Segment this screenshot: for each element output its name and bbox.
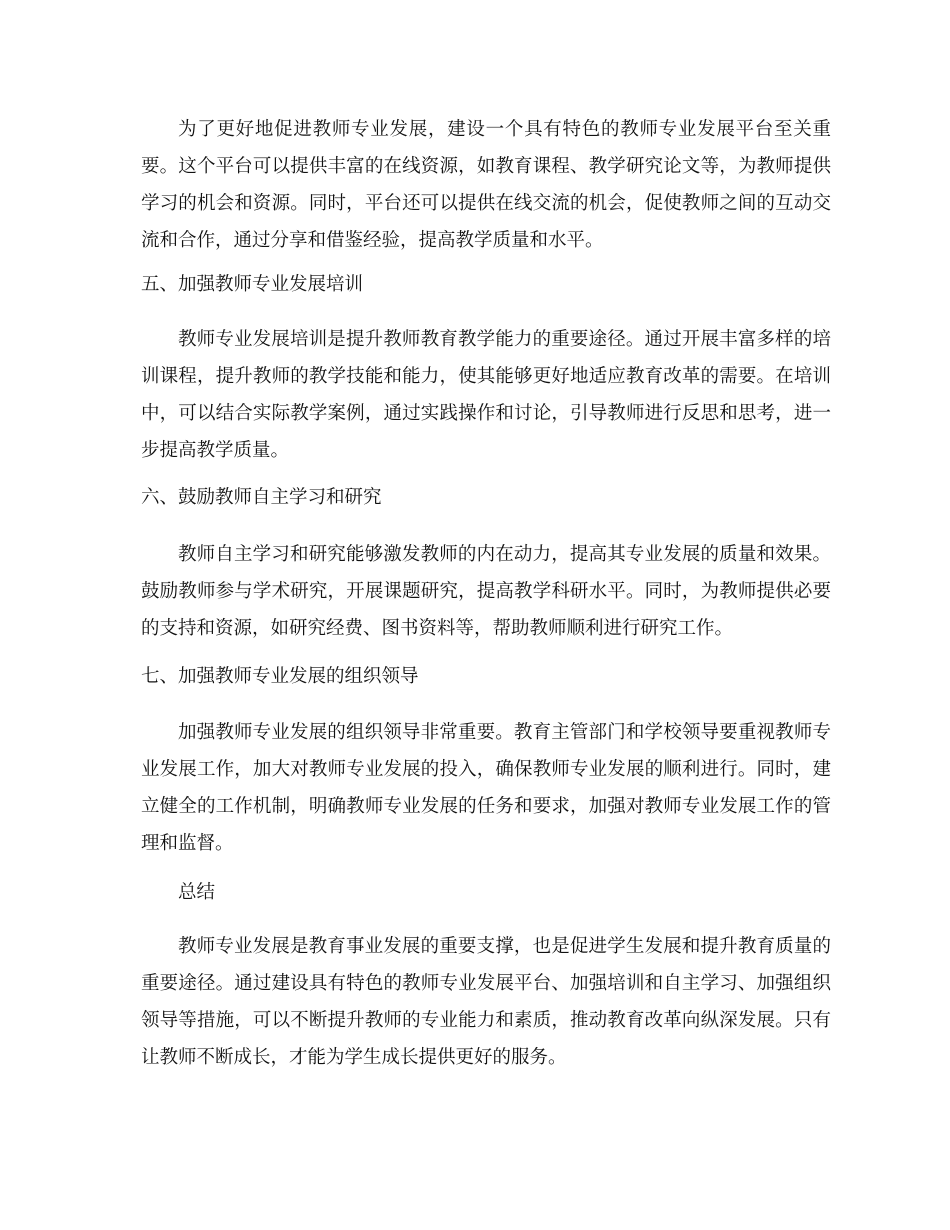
summary-title: 总结 (178, 882, 216, 903)
paragraph-training: 教师专业发展培训是提升教师教育教学能力的重要途径。通过开展丰富多样的培训课程，提升教师的教学技能和能力，使其能够更好地适应教育改革的需要。在培训中，可以结合实际教学案例，通过实践操作和讨论，引导教师进行反思和思考，进一步提高教学质量。 (141, 329, 831, 461)
section-heading-5: 五、加强教师专业发展培训 (141, 274, 364, 295)
paragraph-summary: 教师专业发展是教育事业发展的重要支撑，也是促进学生发展和提升教育质量的重要途径。通过建设具有特色的教师专业发展平台、加强培训和自主学习、加强组织领导等措施，可以不断提升教师的专业能力和素质，推动教育改革向纵深发展。只有让教师不断成长，才能为学生成长提供更好的服务。 (141, 936, 831, 1068)
section-heading-6: 六、鼓励教师自主学习和研究 (141, 487, 382, 508)
paragraph-self-study: 教师自主学习和研究能够激发教师的内在动力，提高其专业发展的质量和效果。鼓励教师参与学术研究，开展课题研究，提高教学科研水平。同时，为教师提供必要的支持和资源，如研究经费、图书资料等，帮助教师顺利进行研究工作。 (141, 544, 831, 639)
section-heading-7: 七、加强教师专业发展的组织领导 (141, 666, 419, 687)
paragraph-leadership: 加强教师专业发展的组织领导非常重要。教育主管部门和学校领导要重视教师专业发展工作，加大对教师专业发展的投入，确保教师专业发展的顺利进行。同时，建立健全的工作机制，明确教师专业发展的任务和要求，加强对教师专业发展工作的管理和监督。 (141, 722, 831, 854)
paragraph-platform: 为了更好地促进教师专业发展，建设一个具有特色的教师专业发展平台至关重要。这个平台可以提供丰富的在线资源，如教育课程、教学研究论文等，为教师提供学习的机会和资源。同时，平台还可以提供在线交流的机会，促使教师之间的互动交流和合作，通过分享和借鉴经验，提高教学质量和水平。 (141, 119, 831, 251)
